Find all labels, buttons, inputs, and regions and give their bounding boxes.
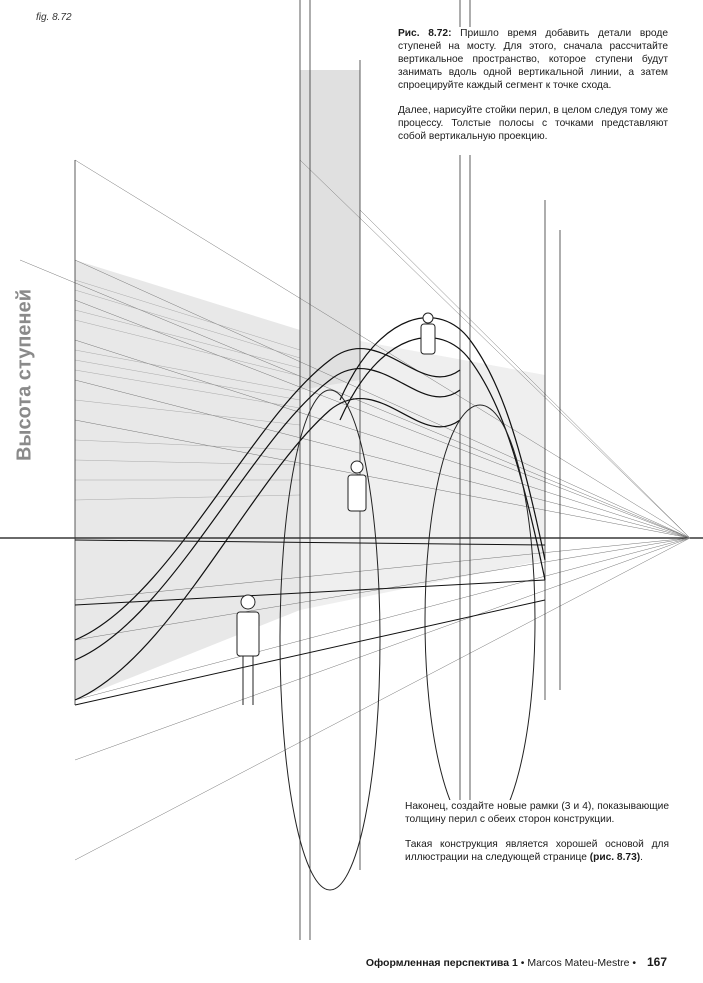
caption-bottom-paragraph-2: Такая конструкция является хорошей основой для иллюстрации на следующей странице (рис. 8.73). [405, 839, 669, 863]
figure-reference: Рис. 8.72: [398, 28, 452, 39]
book-title: Оформленная перспектива 1 [365, 957, 518, 969]
caption-top [398, 27, 668, 155]
caption-top-paragraph-2: Далее, нарисуйте стойки перил, в целом следуя тому же процессу. Толстые полосы с точками представляют собой вертикальную проекцию. [398, 105, 668, 142]
caption-bottom-paragraph-1: Наконец, создайте новые рамки (3 и 4), показывающие толщину перил с обеих сторон конструкции. [405, 801, 669, 825]
page-number: 167 [646, 955, 667, 969]
caption-top-paragraph-1: Рис. 8.72: Пришло время добавить детали вроде ступеней на мосту. Для этого, сначала рассчитайте вертикальное пространство, которое ступени будут занимать вдоль одной вертикальной линии, а затем спроецируйте каждый сегмент к точке схода. [398, 28, 668, 91]
page-footer [366, 955, 667, 969]
figure-label: fig. 8.72 [36, 12, 72, 23]
caption-bottom [405, 800, 669, 876]
step-height-label: Высота ступеней [13, 288, 36, 462]
next-figure-reference: (рис. 8.73) [589, 852, 641, 863]
author-name: • Marcos Mateu-Mestre • [520, 957, 637, 969]
